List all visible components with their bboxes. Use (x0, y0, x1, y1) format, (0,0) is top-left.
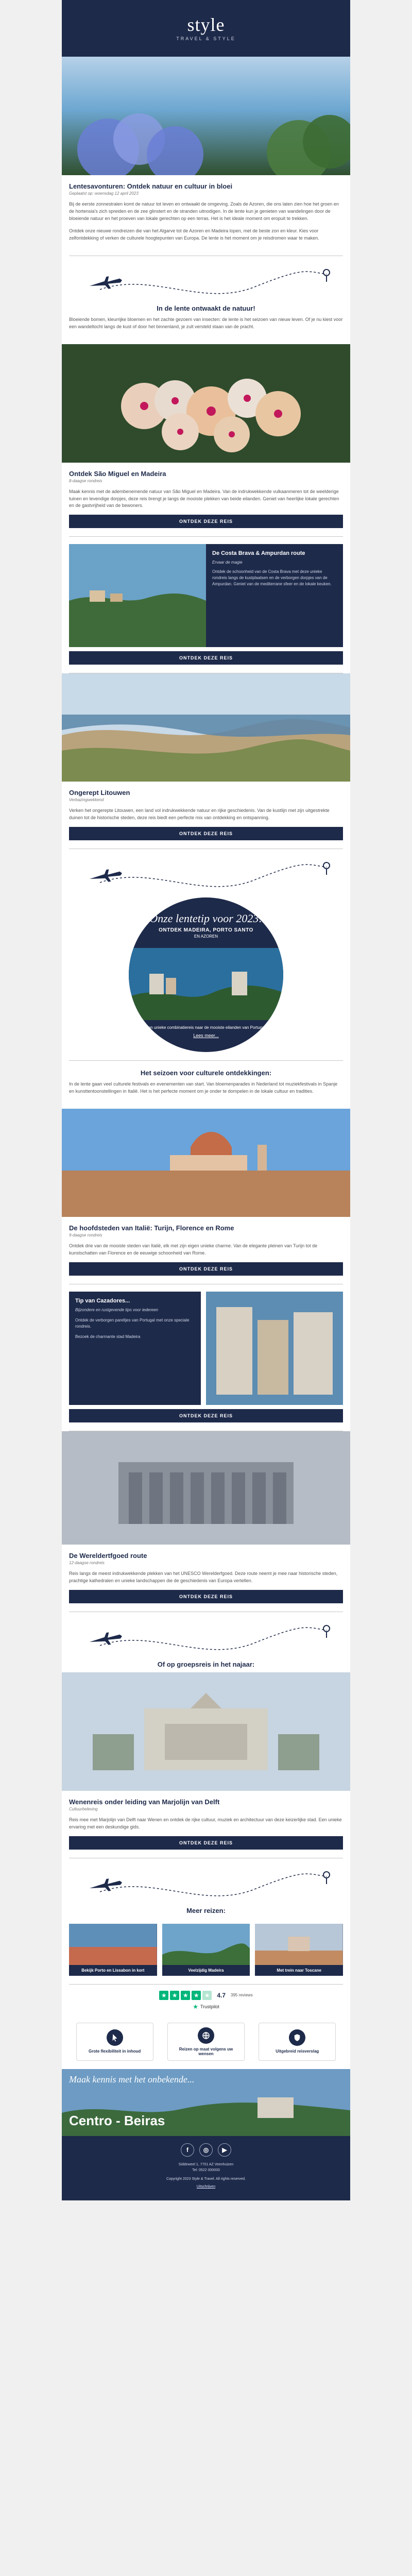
plane-route-graphic-2 (69, 854, 343, 895)
star-icon: ★ (181, 1991, 190, 2000)
trustpilot-row (62, 2003, 350, 2010)
section-culture-p: In de lente gaan veel culturele festivals en evenementen van start. Van bloemenparades in Nederland tot muziekfestivals in Spanje en kunsttentoonstellingen in Italië. Het is het perfecte moment om je onder te dompelen in de lokale cultuur en tradities. (69, 1081, 338, 1094)
section-vienna (62, 1791, 350, 1858)
more-trip-label: Met trein naar Toscane (277, 1968, 321, 1973)
instagram-icon[interactable]: ◎ (199, 2143, 213, 2157)
section-heritage (62, 1545, 350, 1612)
costa-brava-split (69, 544, 343, 647)
section-costa-brava (62, 537, 350, 673)
section-lithuania (62, 782, 350, 849)
footer-banner-script: Maak kennis met het onbekende... (69, 2074, 195, 2084)
promo-body: Een unieke combinatiereis naar de mooiste eilanden van Portugal. (145, 1025, 267, 1030)
discover-trip-button[interactable]: ONTDEK DEZE REIS (69, 1836, 343, 1850)
flowers-image (62, 344, 350, 463)
hero-image (62, 57, 350, 175)
brand-subtitle: TRAVEL & STYLE (176, 36, 236, 41)
trustpilot-logo[interactable] (193, 2003, 219, 2010)
tip-card (69, 1292, 206, 1405)
section-intro (62, 175, 350, 256)
tip-image (206, 1292, 343, 1405)
feature-label: Uitgebreid reisverslag (276, 2049, 319, 2054)
tip-split (69, 1292, 343, 1405)
plane-route-graphic-4 (69, 1863, 343, 1905)
more-trip-card[interactable] (69, 1924, 157, 1976)
unsubscribe-text[interactable]: Uitschrijven (196, 2185, 216, 2189)
costa-brava-image (69, 544, 206, 647)
pointer-icon (107, 2029, 123, 2046)
tip-p: Ontdek de verborgen pareltjes van Portugal met onze speciale rondreis. (75, 1318, 190, 1329)
unsubscribe-link[interactable] (69, 2184, 343, 2190)
promo-image (129, 948, 283, 1020)
section-nature (62, 316, 350, 344)
rating-stars (159, 1991, 212, 2000)
section-intro-title: Lentesavonturen: Ontdek natuur en cultuur in bloei (69, 182, 233, 190)
email-container (62, 0, 350, 2200)
section-italy-p: Ontdek drie van de mooiste steden van Italië, elk met zijn eigen unieke charme. Van de elegante pleinen van Turijn tot de kunstschatten van Florence en de eeuwige schoonheid van Rome. (69, 1243, 318, 1256)
costa-brava-info (206, 544, 343, 647)
section-italy-title: De hoofdsteden van Italië: Turijn, Florence en Rome (69, 1224, 234, 1232)
section-vienna-p: Reis mee met Marjolijn van Delft naar Wenen en ontdek de rijke cultuur, muziek en architectuur van deze keizerlijke stad. Een unieke ervaring met een deskundige gids. (69, 1817, 342, 1829)
feature-label: Grote flexibiliteit in inhoud (88, 2049, 141, 2054)
discover-trip-button[interactable]: ONTDEK DEZE REIS (69, 1409, 343, 1422)
social-links (69, 2143, 343, 2157)
promo-line3: EN AZOREN (194, 934, 218, 939)
section-group-title: Of op groepsreis in het najaar: (157, 1660, 255, 1668)
feature-card (76, 2023, 153, 2061)
plane-route-graphic-3 (69, 1617, 343, 1658)
section-tip (62, 1284, 350, 1431)
star-icon: ★ (170, 1991, 179, 2000)
costa-brava-meta: Ervaar de magie (212, 560, 243, 565)
costa-brava-card (206, 544, 343, 647)
more-trips-title: Meer reizen: (186, 1906, 226, 1914)
promo-section (62, 897, 350, 1060)
discover-trip-button[interactable]: ONTDEK DEZE REIS (69, 1590, 343, 1603)
footer-banner (62, 2069, 350, 2136)
trustpilot-star-icon: ★ (193, 2003, 199, 2010)
section-vienna-meta: Cultuurbeleving (69, 1806, 98, 1811)
more-trip-image (255, 1924, 343, 1965)
discover-trip-button[interactable]: ONTDEK DEZE REIS (69, 827, 343, 840)
footer-address-1: Siddeweel 1, 7701 AZ Veenhuizen (178, 2162, 234, 2166)
section-lithuania-title: Ongerept Litouwen (69, 789, 130, 797)
italy-image (62, 1109, 350, 1217)
more-trip-label: Bekijk Porto en Lissabon in kort (81, 1968, 145, 1973)
section-lithuania-p: Verken het ongerepte Litouwen, een land vol indrukwekkende natuur en rijke geschiedenis. Van de kustlijn met zijn uitgestrekte duinen tot de historische steden, deze reis biedt een perfecte mix van ontdekking en ontspanning. (69, 808, 330, 821)
tip-info (69, 1292, 201, 1405)
discover-trip-button[interactable]: ONTDEK DEZE REIS (69, 651, 343, 665)
promo-link[interactable]: Lees meer... (193, 1033, 219, 1039)
promo-circle[interactable] (129, 897, 283, 1052)
section-intro-p1: Bij de eerste zonnestralen komt de natuur tot leven en ontwaakt de omgeving. Zoals de Azoren, die ons laten zien hoe het groen en de hortensia's zich spreiden en de zee glinstert en de stranden uitnodigen. In de lente kun je genieten van wandelingen door de bloeiende natuur en het proeven van lokale gerechten op een terras. Het is het ideale moment om eropuit te trekken. (69, 201, 339, 221)
section-madeira-p: Maak kennis met de adembenemende natuur van São Miguel en Madeira. Van de indrukwekkende vulkaanmeren tot de weelderige tuinen en levendige dorpjes, deze reis brengt je langs de mooiste plekken van beide eilanden. Geniet van heerlijke lokale gerechten en de gastvrijheid van de bewoners. (69, 488, 339, 509)
trustpilot-name: Trustpilot (200, 2004, 219, 2009)
feature-card (167, 2023, 245, 2061)
footer-copyright: Copyright 2023 Style & Travel. All rights reserved. (166, 2177, 246, 2181)
globe-icon (198, 2027, 214, 2044)
section-nature-title: In de lente ontwaakt de natuur! (157, 304, 255, 312)
more-trips-list (62, 1919, 350, 1984)
promo-line2: ONTDEK MADEIRA, PORTO SANTO (159, 927, 253, 934)
feature-card (259, 2023, 336, 2061)
rating-value: 4.7 (217, 1991, 226, 1999)
more-trip-label: Veelzijdig Madeira (188, 1968, 224, 1973)
section-culture-title: Het seizoen voor culturele ontdekkingen: (140, 1069, 272, 1077)
footer-address-2: Tel: 0522 000000 (192, 2168, 220, 2172)
header (62, 0, 350, 57)
footer-banner-title: Centro - Beiras (69, 2112, 165, 2128)
section-intro-p2: Ontdek onze nieuwe rondreizen die van het Algarve tot de Azoren en Madeira lopen, met de beste zon en kleur. Kies voor zelfontdekking of verken de culturele hoogtepunten van Europa. De lente is het moment om je reisdromen waar te maken. (69, 228, 319, 241)
section-heritage-title: De Wereldertfgoed route (69, 1552, 147, 1560)
section-nature-p: Bloeiende bomen, kleurrijke bloemen en het zachte gezoem van insecten: de lente is het seizoen van nieuw leven. Of je nu kiest voor een wandeltocht langs de kust of door het binnenland, je zult versteld staan van de pracht. (69, 316, 343, 329)
section-lithuania-meta: Verbazingwekkend (69, 798, 104, 803)
star-icon: ★ (192, 1991, 201, 2000)
lithuania-image (62, 673, 350, 782)
section-madeira-meta: 8-daagse rondreis (69, 478, 102, 483)
more-trip-card[interactable] (255, 1924, 343, 1976)
divider (69, 1060, 343, 1061)
feature-cards (62, 2014, 350, 2069)
discover-trip-button[interactable]: ONTDEK DEZE REIS (69, 1262, 343, 1276)
footer (62, 2136, 350, 2200)
section-heritage-meta: 12-daagse rondreis (69, 1561, 105, 1565)
more-trip-card[interactable] (162, 1924, 250, 1976)
section-madeira (62, 463, 350, 537)
costa-brava-p: Ontdek de schoonheid van de Costa Brava met deze unieke rondreis langs de kustplaatsen en de verborgen dorpjes van de Ampurdan. Geniet van de mediterrane sfeer en de lokale keuken. (212, 569, 332, 587)
star-icon: ★ (202, 1991, 212, 2000)
more-trip-image (69, 1924, 157, 1965)
tip-side: Bezoek de charmante stad Madeira (75, 1334, 141, 1339)
review-count: 395 reviews (231, 1993, 253, 1998)
promo-line1: Onze lentetip voor 2023: (149, 912, 263, 925)
vienna-image (62, 1672, 350, 1791)
feature-label: Reizen op maat volgens uw wensen (179, 2046, 233, 2056)
section-madeira-title: Ontdek São Miguel en Madeira (69, 469, 166, 478)
facebook-icon[interactable]: f (181, 2143, 194, 2157)
section-intro-meta: Geplaatst op: woensdag 12 april 2023 (69, 191, 139, 196)
discover-trip-button[interactable]: ONTDEK DEZE REIS (69, 515, 343, 528)
more-trip-image (162, 1924, 250, 1965)
section-italy-meta: 9-daagse rondreis (69, 1233, 102, 1238)
section-culture (62, 1081, 350, 1109)
plane-route-graphic-1 (69, 261, 343, 302)
youtube-icon[interactable]: ▶ (218, 2143, 231, 2157)
star-icon: ★ (159, 1991, 168, 2000)
brand-logo[interactable]: style (187, 14, 225, 35)
shield-icon (289, 2029, 305, 2046)
section-heritage-p: Reis langs de meest indrukwekkende plekken van het UNESCO Werelderfgoed. Deze route neemt je mee naar historische steden, prachtige kathedralen en unieke landschappen die de geschiedenis van Europa vertellen. (69, 1571, 338, 1583)
heritage-image (62, 1431, 350, 1545)
section-vienna-title: Wenenreis onder leiding van Marjolijn van Delft (69, 1798, 220, 1806)
costa-brava-title: De Costa Brava & Ampurdan route (212, 550, 305, 557)
tip-meta: Bijzondere en rustgevende tips voor iedereen (75, 1308, 158, 1312)
tip-title: Tip van Cazadores... (75, 1298, 130, 1304)
section-italy (62, 1217, 350, 1284)
